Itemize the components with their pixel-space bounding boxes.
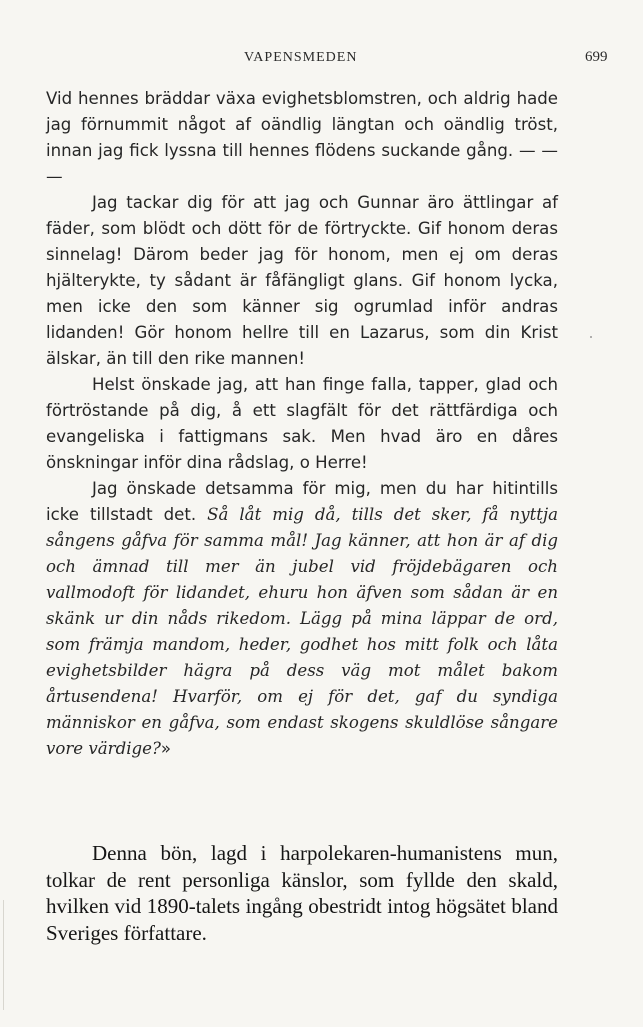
paragraph-1: Vid hennes bräddar växa evighetsblomstren, och aldrig hade jag förnummit något af oändlig längtan och oändlig tröst, innan jag fick lyssna till hennes flödens suckande gång. — — — [46,89,558,186]
quoted-prayer [46,86,558,762]
closing-text: Denna bön, lagd i harpolekaren-humanistens mun, tolkar de rent personliga känslor, som fyllde den skald, hvilken vid 1890-talets ingång obestridt intog högsätet bland Sveriges författare. [46,841,558,945]
running-title: VAPENSMEDEN [244,50,358,65]
paragraph-4 [46,476,558,762]
margin-speck [590,336,592,338]
page-number: 699 [585,49,608,65]
page-header [0,50,643,72]
paragraph-3: Helst önskade jag, att han finge falla, tapper, glad och förtröstande på dig, å ett slagfält för det rättfärdiga och evangeliska i fattigmans sak. Men hvad äro en dåres önskningar inför dina rådslag, o Herre! [46,375,558,472]
closing-quote-mark: » [160,739,172,758]
paragraph-4-roman: Jag önskade detsamma för mig, men du har hitintills icke tillstadt det. [46,479,558,524]
closing-paragraph [46,840,558,946]
paragraph-4-italic: Så låt mig då, tills det sker, få nyttja sångens gåfva för samma mål! Jag känner, att hon är af dig och ämnad till mer än jubel vid fröjdebägaren och vallmodoft för lidandet, ehuru hon äfven som sådan är en skänk ur din nåds rikedom. Lägg på mina läppar de ord, som främja mandom, heder, godhet hos mitt folk och låta evighetsbilder hägra på dess väg mot målet bakom årtusendena! Hvarför, om ej för det, gaf du syndiga människor en gåfva, som endast skogens skuldlöse sångare vore värdige? [46,505,558,758]
page-edge-shadow [3,900,4,1010]
paragraph-2: Jag tackar dig för att jag och Gunnar äro ättlingar af fäder, som blödt och dött för de förtryckte. Gif honom deras sinnelag! Därom beder jag för honom, men ej om deras hjälterykte, ty sådant är fåfängligt glans. Gif honom lycka, men icke den som känner sig ogrumlad inför andras lidanden! Gör honom hellre till en Lazarus, som din Krist älskar, än till den rike mannen! [46,193,558,368]
